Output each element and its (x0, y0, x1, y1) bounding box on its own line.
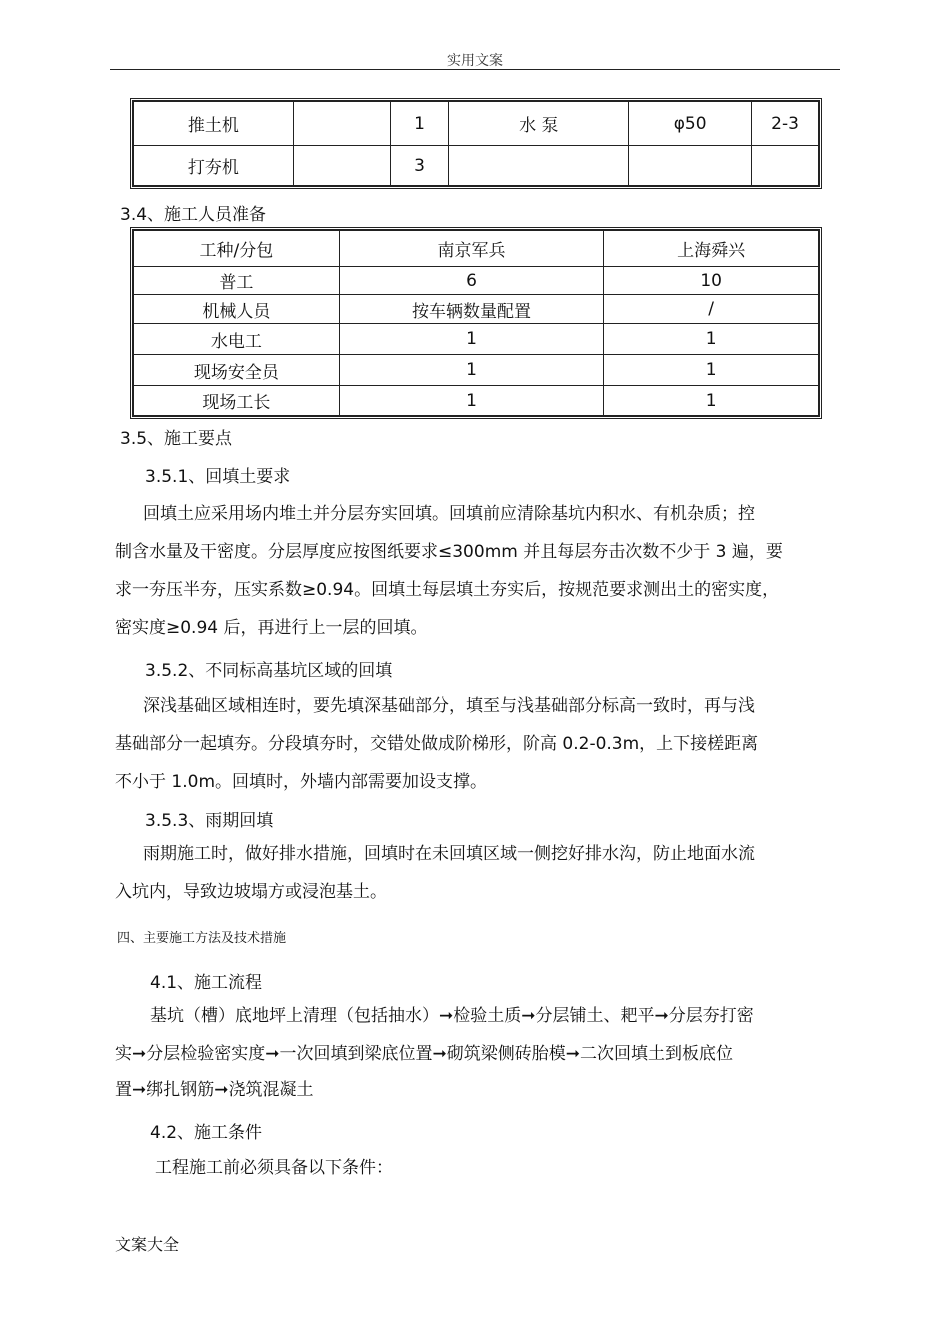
table-cell: 现场安全员 (134, 355, 340, 386)
paragraph-line: 密实度≥0.94 后，再进行上一层的回填。 (115, 618, 428, 638)
subsection-heading: 3.5.2、不同标高基坑区域的回填 (145, 661, 393, 681)
table-cell (449, 146, 629, 186)
table-cell: 水电工 (134, 324, 340, 355)
table-cell: 按车辆数量配置 (339, 295, 604, 324)
table-header-row (134, 231, 819, 267)
paragraph-line: 基础部分一起填夯。分段填夯时，交错处做成阶梯形，阶高 0.2-0.3m，上下接槎距离 (115, 734, 759, 754)
table-row (134, 324, 819, 355)
table-cell: 1 (604, 386, 819, 416)
table-cell (752, 146, 819, 186)
paragraph-line: 入坑内，导致边坡塌方或浸泡基土。 (115, 882, 387, 902)
paragraph-line: 实➞分层检验密实度➞一次回填到梁底位置➞砌筑梁侧砖胎模➞二次回填土到板底位 (115, 1044, 733, 1064)
paragraph-line: 深浅基础区域相连时，要先填深基础部分，填至与浅基础部分标高一致时，再与浅 (143, 696, 755, 716)
section-heading: 3.5、施工要点 (120, 429, 233, 449)
table-cell: 1 (604, 324, 819, 355)
column-header: 南京军兵 (339, 231, 604, 267)
page-header: 实用文案 (447, 53, 503, 69)
table-row (134, 146, 819, 186)
paragraph-line: 求一夯压半夯，压实系数≥0.94。回填土每层填土夯实后，按规范要求测出土的密实度， (115, 580, 780, 600)
table-row (134, 355, 819, 386)
subsection-heading: 3.5.1、回填土要求 (145, 467, 291, 487)
paragraph-line: 雨期施工时，做好排水措施，回填时在未回填区域一侧挖好排水沟，防止地面水流 (143, 844, 755, 864)
table-cell: 推土机 (134, 102, 294, 146)
table-cell: 6 (339, 267, 604, 295)
table-cell: 2-3 (752, 102, 819, 146)
table-cell: 1 (339, 324, 604, 355)
paragraph-line: 制含水量及干密度。分层厚度应按图纸要求≤300mm 并且每层夯击次数不少于 3 遍，要 (115, 542, 783, 562)
paragraph-line: 置➞绑扎钢筋➞浇筑混凝土 (115, 1080, 314, 1100)
table-cell (293, 146, 390, 186)
table-cell: 水 泵 (449, 102, 629, 146)
table-cell: 现场工长 (134, 386, 340, 416)
paragraph-line: 基坑（槽）底地坪上清理（包括抽水）➞检验土质➞分层铺土、耙平➞分层夯打密 (150, 1006, 754, 1026)
subsection-heading: 4.2、施工条件 (150, 1123, 263, 1143)
header-rule (110, 69, 840, 70)
section-heading: 四、主要施工方法及技术措施 (117, 931, 287, 946)
table-cell: 打夯机 (134, 146, 294, 186)
table-cell (629, 146, 752, 186)
table-row (134, 267, 819, 295)
section-heading: 3.4、施工人员准备 (120, 205, 267, 225)
subsection-heading: 3.5.3、雨期回填 (145, 811, 274, 831)
paragraph-line: 回填土应采用场内堆土并分层夯实回填。回填前应清除基坑内积水、有机杂质；控 (143, 504, 755, 524)
table-cell: 1 (339, 355, 604, 386)
table-cell: 机械人员 (134, 295, 340, 324)
table-cell: 10 (604, 267, 819, 295)
equipment-table (130, 98, 822, 189)
table-cell: / (604, 295, 819, 324)
staff-table (130, 227, 822, 419)
column-header: 上海舜兴 (604, 231, 819, 267)
table-cell: 1 (390, 102, 449, 146)
table-cell: φ50 (629, 102, 752, 146)
subsection-heading: 4.1、施工流程 (150, 973, 263, 993)
table-row (134, 386, 819, 416)
table-cell (293, 102, 390, 146)
table-cell: 普工 (134, 267, 340, 295)
page-footer: 文案大全 (115, 1235, 180, 1254)
paragraph-line: 不小于 1.0m。回填时，外墙内部需要加设支撑。 (115, 772, 487, 792)
table-cell: 1 (339, 386, 604, 416)
paragraph-line: 工程施工前必须具备以下条件： (155, 1158, 393, 1178)
table-cell: 3 (390, 146, 449, 186)
table-cell: 1 (604, 355, 819, 386)
table-row (134, 102, 819, 146)
table-row (134, 295, 819, 324)
column-header: 工种/分包 (134, 231, 340, 267)
